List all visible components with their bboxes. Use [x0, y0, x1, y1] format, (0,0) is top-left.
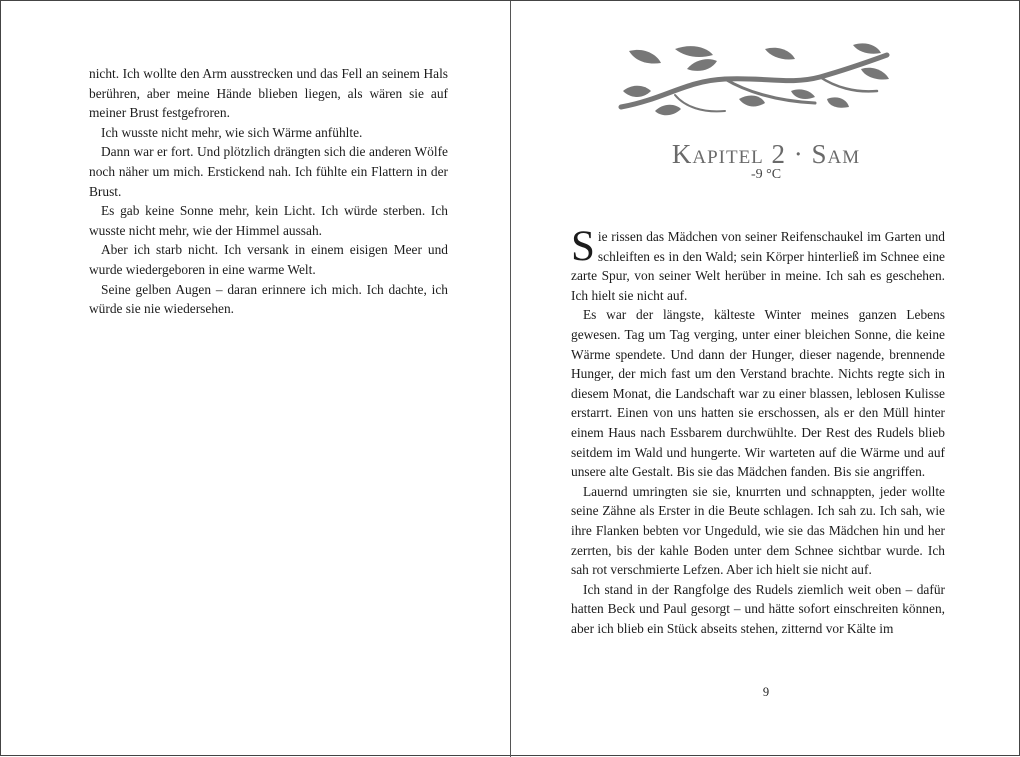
- chapter-temperature: -9 °C: [750, 167, 782, 182]
- opening-paragraph: [571, 223, 945, 305]
- paragraph: Es war der längste, kälteste Winter meines ganzen Lebens gewesen. Tag um Tag verging, unter einer bleichen Sonne, die keine Wärme spendete. Und dann der Hunger, dieser nagende, brennende Hunger, der mich fast um den Verstand brachte. Nichts regte sich in diesem Monat, die Landschaft war zu einer blassen, leblosen Kulisse erstarrt. Einen von uns hatten sie erschossen, als er den Müll hinter einem Haus nach Essbarem durchwühlte. Der Rest des Rudels blieb seitdem im Wald und hungerte. Wir warteten auf die Wärme und auf unsere alte Gestalt. Bis sie das Mädchen fanden. Bis sie angriffen.: [571, 307, 945, 480]
- paragraph: Seine gelben Augen – daran erinnere ich mich. Ich dachte, ich würde sie nie wiedersehen.: [89, 281, 448, 317]
- paragraph: Aber ich starb nicht. Ich versank in einem eisigen Meer und wurde wiedergeboren in eine warme Welt.: [89, 242, 448, 277]
- paragraph: Ich wusste nicht mehr, wie sich Wärme anfühlte.: [101, 124, 363, 140]
- chapter-title: Kapitel 2 · Sam: [671, 139, 861, 169]
- paragraph: Dann war er fort. Und plötzlich drängten sich die anderen Wölfe noch näher um mich. Erstickend nah. Ich fühlte ein Flattern in der Brust.: [89, 144, 448, 199]
- right-page-text: [571, 223, 945, 638]
- left-page: [1, 1, 510, 757]
- paragraph: nicht. Ich wollte den Arm ausstrecken und das Fell an seinem Hals berühren, aber meine Hände blieben liegen, als wären sie auf meiner Brust festgefroren.: [89, 66, 448, 121]
- right-page: [511, 1, 1020, 757]
- opening-paragraph-text: ie rissen das Mädchen von seiner Reifenschaukel im Garten und schleiften es in den Wald; sein Körper hinterließ im Schnee eine zarte Spur, von seiner Welt herüber in meine. Ich sah es geschehen. Ich hielt sie nicht auf.: [571, 229, 945, 303]
- left-page-text: [89, 64, 448, 319]
- paragraph: Ich stand in der Rangfolge des Rudels ziemlich weit oben – dafür hatten Beck und Paul gesorgt – und hätte sofort einschreiten können, aber ich blieb ein Stück abseits stehen, zitternd vor Kälte im: [571, 581, 945, 636]
- paragraph: Lauernd umringten sie sie, knurrten und schnappten, jeder wollte seine Zähne als Erster in die Beute schlagen. Ich sah zu. Ich sah, wie ihre Flanken bebten vor Ungeduld, wie sie das Mädchen hin und her zerrten, bis der kahle Boden unter dem Schnee sichtbar wurde. Ich sah rot verschmierte Lefzen. Aber ich hielt sie nicht auf.: [571, 483, 945, 578]
- paragraph: Es gab keine Sonne mehr, kein Licht. Ich würde sterben. Ich wusste nicht mehr, wie der Himmel aussah.: [89, 203, 448, 238]
- drop-cap: S: [571, 223, 595, 270]
- leafy-branch-ornament-icon: [615, 41, 897, 121]
- page-number: 9: [762, 685, 770, 699]
